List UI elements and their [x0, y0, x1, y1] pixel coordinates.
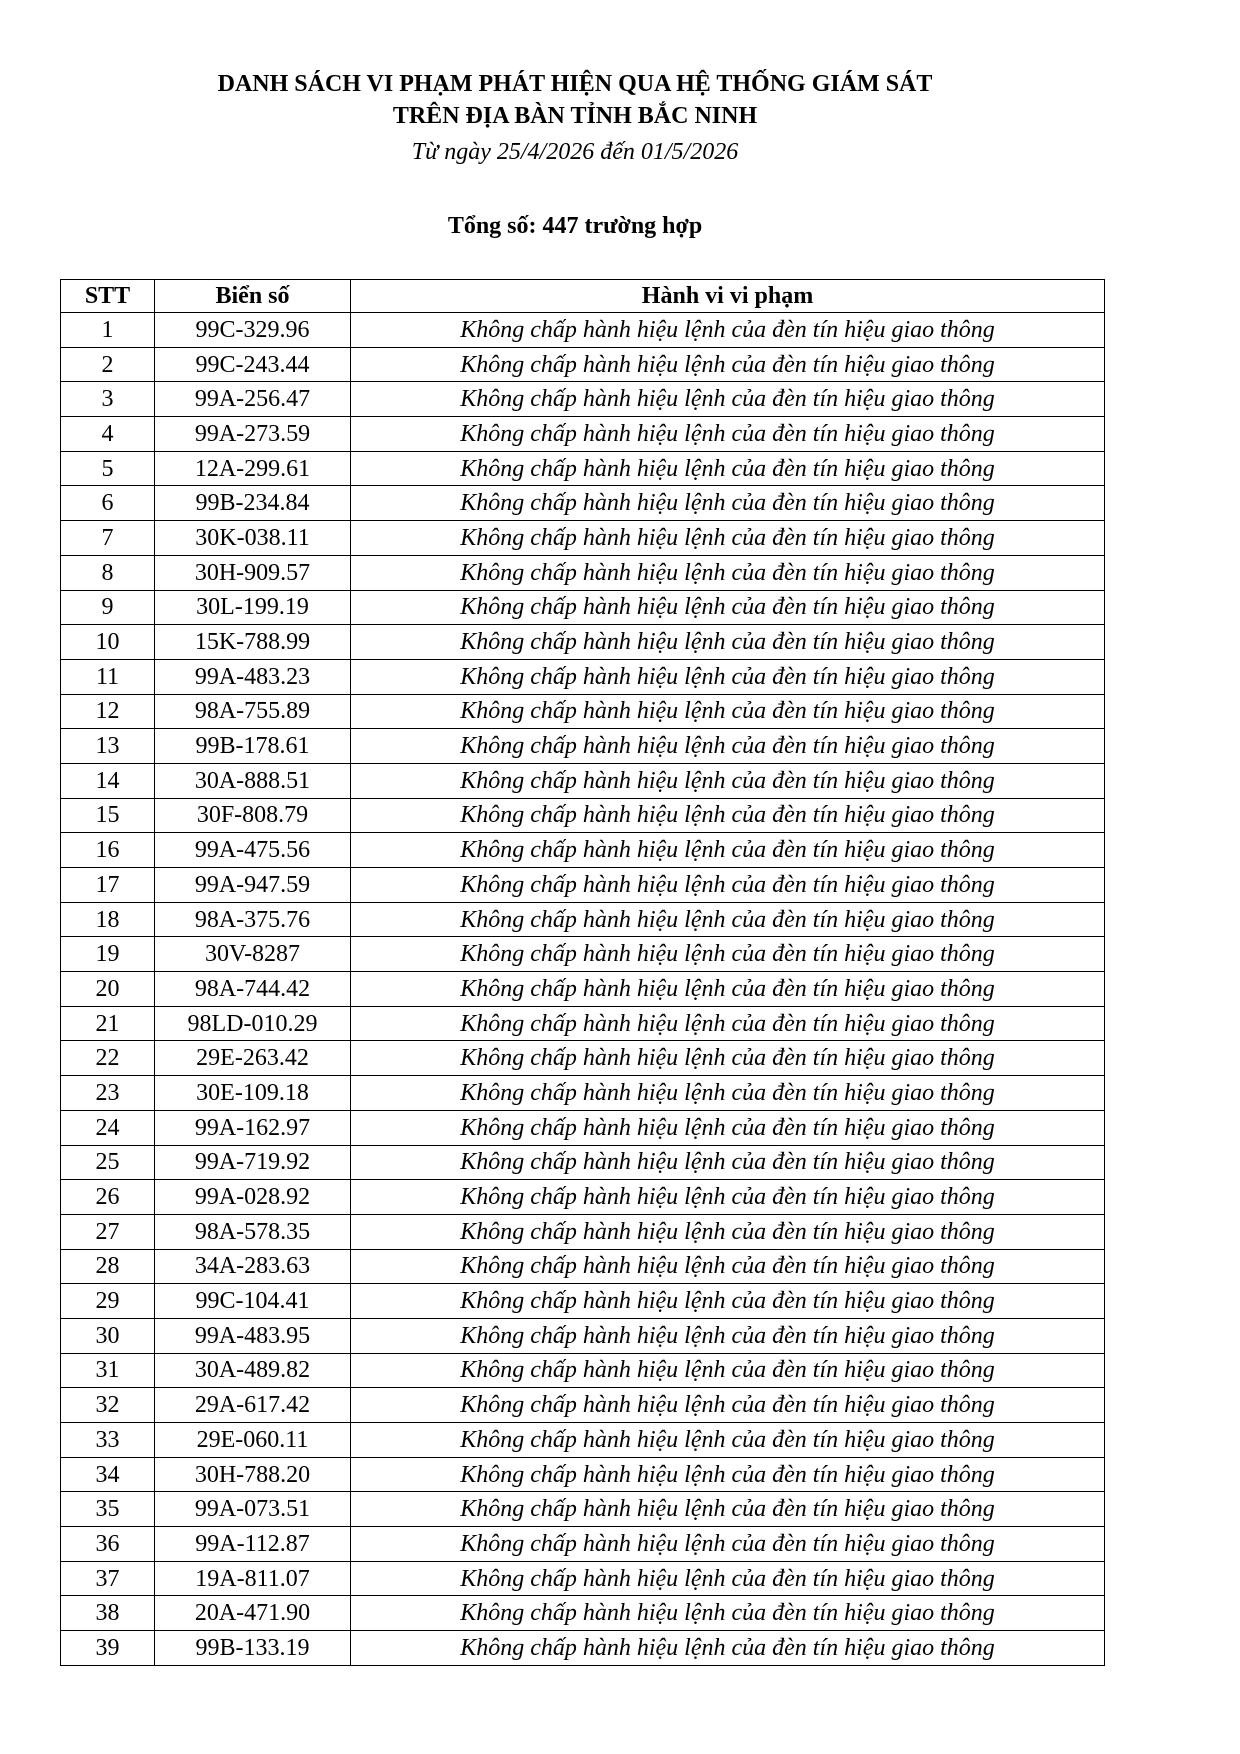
- stt-cell: 7: [61, 521, 155, 556]
- plate-cell: 99A-273.59: [155, 417, 351, 452]
- table-row: [61, 1561, 1105, 1596]
- violation-cell: Không chấp hành hiệu lệnh của đèn tín hiệu giao thông: [351, 1423, 1105, 1458]
- table-row: [61, 417, 1105, 452]
- violation-cell: Không chấp hành hiệu lệnh của đèn tín hiệu giao thông: [351, 1214, 1105, 1249]
- column-header-plate: Biển số: [155, 280, 351, 313]
- table-row: [61, 625, 1105, 660]
- violation-cell: Không chấp hành hiệu lệnh của đèn tín hiệu giao thông: [351, 1006, 1105, 1041]
- violation-cell: Không chấp hành hiệu lệnh của đèn tín hiệu giao thông: [351, 555, 1105, 590]
- plate-cell: 99C-243.44: [155, 347, 351, 382]
- violation-cell: Không chấp hành hiệu lệnh của đèn tín hiệu giao thông: [351, 417, 1105, 452]
- stt-cell: 9: [61, 590, 155, 625]
- violation-cell: Không chấp hành hiệu lệnh của đèn tín hiệu giao thông: [351, 1388, 1105, 1423]
- stt-cell: 18: [61, 902, 155, 937]
- table-row: [61, 1076, 1105, 1111]
- plate-cell: 30K-038.11: [155, 521, 351, 556]
- stt-cell: 25: [61, 1145, 155, 1180]
- stt-cell: 14: [61, 763, 155, 798]
- plate-cell: 99B-133.19: [155, 1631, 351, 1666]
- document-title-line-1: DANH SÁCH VI PHẠM PHÁT HIỆN QUA HỆ THỐNG GIÁM SÁT: [217, 71, 933, 97]
- violation-cell: Không chấp hành hiệu lệnh của đèn tín hiệu giao thông: [351, 1527, 1105, 1562]
- stt-cell: 32: [61, 1388, 155, 1423]
- table-row: [61, 1527, 1105, 1562]
- violation-cell: Không chấp hành hiệu lệnh của đèn tín hiệu giao thông: [351, 1145, 1105, 1180]
- plate-cell: 34A-283.63: [155, 1249, 351, 1284]
- stt-cell: 39: [61, 1631, 155, 1666]
- table-row: [61, 729, 1105, 764]
- violation-cell: Không chấp hành hiệu lệnh của đèn tín hiệu giao thông: [351, 1318, 1105, 1353]
- stt-cell: 35: [61, 1492, 155, 1527]
- table-body: [61, 313, 1105, 1666]
- stt-cell: 13: [61, 729, 155, 764]
- plate-cell: 15K-788.99: [155, 625, 351, 660]
- plate-cell: 98A-755.89: [155, 694, 351, 729]
- plate-cell: 30L-199.19: [155, 590, 351, 625]
- violation-cell: Không chấp hành hiệu lệnh của đèn tín hiệu giao thông: [351, 486, 1105, 521]
- plate-cell: 30H-909.57: [155, 555, 351, 590]
- table-row: [61, 1214, 1105, 1249]
- plate-cell: 99A-162.97: [155, 1110, 351, 1145]
- violation-cell: Không chấp hành hiệu lệnh của đèn tín hiệu giao thông: [351, 1631, 1105, 1666]
- stt-cell: 5: [61, 451, 155, 486]
- plate-cell: 99A-483.95: [155, 1318, 351, 1353]
- plate-cell: 99B-178.61: [155, 729, 351, 764]
- table-row: [61, 972, 1105, 1007]
- stt-cell: 19: [61, 937, 155, 972]
- violation-cell: Không chấp hành hiệu lệnh của đèn tín hiệu giao thông: [351, 1284, 1105, 1319]
- stt-cell: 6: [61, 486, 155, 521]
- table-row: [61, 1457, 1105, 1492]
- plate-cell: 99A-483.23: [155, 659, 351, 694]
- violation-cell: Không chấp hành hiệu lệnh của đèn tín hiệu giao thông: [351, 347, 1105, 382]
- plate-cell: 99A-073.51: [155, 1492, 351, 1527]
- table-row: [61, 1388, 1105, 1423]
- stt-cell: 29: [61, 1284, 155, 1319]
- column-header-stt: STT: [61, 280, 155, 313]
- stt-cell: 31: [61, 1353, 155, 1388]
- stt-cell: 21: [61, 1006, 155, 1041]
- plate-cell: 20A-471.90: [155, 1596, 351, 1631]
- plate-cell: 99A-475.56: [155, 833, 351, 868]
- table-row: [61, 1006, 1105, 1041]
- stt-cell: 20: [61, 972, 155, 1007]
- stt-cell: 34: [61, 1457, 155, 1492]
- table-row: [61, 833, 1105, 868]
- table-row: [61, 694, 1105, 729]
- violation-cell: Không chấp hành hiệu lệnh của đèn tín hiệu giao thông: [351, 1076, 1105, 1111]
- stt-cell: 1: [61, 313, 155, 348]
- plate-cell: 98A-375.76: [155, 902, 351, 937]
- table-row: [61, 1423, 1105, 1458]
- violation-cell: Không chấp hành hiệu lệnh của đèn tín hiệu giao thông: [351, 763, 1105, 798]
- plate-cell: 12A-299.61: [155, 451, 351, 486]
- violation-cell: Không chấp hành hiệu lệnh của đèn tín hiệu giao thông: [351, 694, 1105, 729]
- violation-cell: Không chấp hành hiệu lệnh của đèn tín hiệu giao thông: [351, 1110, 1105, 1145]
- violation-cell: Không chấp hành hiệu lệnh của đèn tín hiệu giao thông: [351, 798, 1105, 833]
- date-range: Từ ngày 25/4/2026 đến 01/5/2026: [411, 139, 739, 165]
- stt-cell: 30: [61, 1318, 155, 1353]
- violation-cell: Không chấp hành hiệu lệnh của đèn tín hiệu giao thông: [351, 1492, 1105, 1527]
- stt-cell: 10: [61, 625, 155, 660]
- violation-cell: Không chấp hành hiệu lệnh của đèn tín hiệu giao thông: [351, 382, 1105, 417]
- stt-cell: 33: [61, 1423, 155, 1458]
- table-row: [61, 1110, 1105, 1145]
- stt-cell: 36: [61, 1527, 155, 1562]
- violation-cell: Không chấp hành hiệu lệnh của đèn tín hiệu giao thông: [351, 972, 1105, 1007]
- plate-cell: 30A-888.51: [155, 763, 351, 798]
- stt-cell: 8: [61, 555, 155, 590]
- plate-cell: 99A-719.92: [155, 1145, 351, 1180]
- stt-cell: 27: [61, 1214, 155, 1249]
- total-count: Tổng số: 447 trường hợp: [447, 213, 703, 239]
- stt-cell: 23: [61, 1076, 155, 1111]
- table-row: [61, 1145, 1105, 1180]
- table-row: [61, 1631, 1105, 1666]
- table-row: [61, 937, 1105, 972]
- stt-cell: 2: [61, 347, 155, 382]
- violation-cell: Không chấp hành hiệu lệnh của đèn tín hiệu giao thông: [351, 1596, 1105, 1631]
- plate-cell: 30H-788.20: [155, 1457, 351, 1492]
- stt-cell: 15: [61, 798, 155, 833]
- table-row: [61, 347, 1105, 382]
- violations-table: [60, 279, 1105, 1666]
- plate-cell: 29A-617.42: [155, 1388, 351, 1423]
- plate-cell: 98A-578.35: [155, 1214, 351, 1249]
- violation-cell: Không chấp hành hiệu lệnh của đèn tín hiệu giao thông: [351, 902, 1105, 937]
- table-row: [61, 382, 1105, 417]
- violation-cell: Không chấp hành hiệu lệnh của đèn tín hiệu giao thông: [351, 833, 1105, 868]
- plate-cell: 99C-329.96: [155, 313, 351, 348]
- plate-cell: 99A-256.47: [155, 382, 351, 417]
- violation-cell: Không chấp hành hiệu lệnh của đèn tín hiệu giao thông: [351, 521, 1105, 556]
- stt-cell: 37: [61, 1561, 155, 1596]
- table-row: [61, 590, 1105, 625]
- table-row: [61, 1353, 1105, 1388]
- table-row: [61, 486, 1105, 521]
- stt-cell: 11: [61, 659, 155, 694]
- plate-cell: 29E-060.11: [155, 1423, 351, 1458]
- stt-cell: 38: [61, 1596, 155, 1631]
- plate-cell: 30A-489.82: [155, 1353, 351, 1388]
- table-row: [61, 521, 1105, 556]
- stt-cell: 22: [61, 1041, 155, 1076]
- plate-cell: 98A-744.42: [155, 972, 351, 1007]
- stt-cell: 17: [61, 868, 155, 903]
- violation-cell: Không chấp hành hiệu lệnh của đèn tín hiệu giao thông: [351, 1041, 1105, 1076]
- violation-cell: Không chấp hành hiệu lệnh của đèn tín hiệu giao thông: [351, 590, 1105, 625]
- plate-cell: 19A-811.07: [155, 1561, 351, 1596]
- stt-cell: 12: [61, 694, 155, 729]
- stt-cell: 3: [61, 382, 155, 417]
- violation-cell: Không chấp hành hiệu lệnh của đèn tín hiệu giao thông: [351, 625, 1105, 660]
- table-row: [61, 313, 1105, 348]
- stt-cell: 26: [61, 1180, 155, 1215]
- table-row: [61, 798, 1105, 833]
- table-header-row: [61, 280, 1105, 313]
- table-row: [61, 555, 1105, 590]
- table-row: [61, 868, 1105, 903]
- table-row: [61, 1180, 1105, 1215]
- stt-cell: 4: [61, 417, 155, 452]
- plate-cell: 99A-028.92: [155, 1180, 351, 1215]
- plate-cell: 99C-104.41: [155, 1284, 351, 1319]
- table-row: [61, 1318, 1105, 1353]
- violation-cell: Không chấp hành hiệu lệnh của đèn tín hiệu giao thông: [351, 729, 1105, 764]
- table-row: [61, 659, 1105, 694]
- stt-cell: 24: [61, 1110, 155, 1145]
- table-row: [61, 451, 1105, 486]
- column-header-violation: Hành vi vi phạm: [351, 280, 1105, 313]
- violation-cell: Không chấp hành hiệu lệnh của đèn tín hiệu giao thông: [351, 313, 1105, 348]
- violation-cell: Không chấp hành hiệu lệnh của đèn tín hiệu giao thông: [351, 451, 1105, 486]
- table-row: [61, 1041, 1105, 1076]
- table-row: [61, 1284, 1105, 1319]
- table-row: [61, 1492, 1105, 1527]
- table-row: [61, 763, 1105, 798]
- violation-cell: Không chấp hành hiệu lệnh của đèn tín hiệu giao thông: [351, 1249, 1105, 1284]
- violation-cell: Không chấp hành hiệu lệnh của đèn tín hiệu giao thông: [351, 937, 1105, 972]
- violation-cell: Không chấp hành hiệu lệnh của đèn tín hiệu giao thông: [351, 1561, 1105, 1596]
- violation-cell: Không chấp hành hiệu lệnh của đèn tín hiệu giao thông: [351, 659, 1105, 694]
- stt-cell: 16: [61, 833, 155, 868]
- plate-cell: 99B-234.84: [155, 486, 351, 521]
- violation-cell: Không chấp hành hiệu lệnh của đèn tín hiệu giao thông: [351, 1457, 1105, 1492]
- violation-cell: Không chấp hành hiệu lệnh của đèn tín hiệu giao thông: [351, 868, 1105, 903]
- plate-cell: 30V-8287: [155, 937, 351, 972]
- plate-cell: 98LD-010.29: [155, 1006, 351, 1041]
- plate-cell: 99A-112.87: [155, 1527, 351, 1562]
- plate-cell: 30E-109.18: [155, 1076, 351, 1111]
- violation-cell: Không chấp hành hiệu lệnh của đèn tín hiệu giao thông: [351, 1353, 1105, 1388]
- table-row: [61, 902, 1105, 937]
- violation-cell: Không chấp hành hiệu lệnh của đèn tín hiệu giao thông: [351, 1180, 1105, 1215]
- table-row: [61, 1596, 1105, 1631]
- stt-cell: 28: [61, 1249, 155, 1284]
- plate-cell: 30F-808.79: [155, 798, 351, 833]
- table-row: [61, 1249, 1105, 1284]
- plate-cell: 99A-947.59: [155, 868, 351, 903]
- document-title-line-2: TRÊN ĐỊA BÀN TỈNH BẮC NINH: [392, 103, 758, 129]
- plate-cell: 29E-263.42: [155, 1041, 351, 1076]
